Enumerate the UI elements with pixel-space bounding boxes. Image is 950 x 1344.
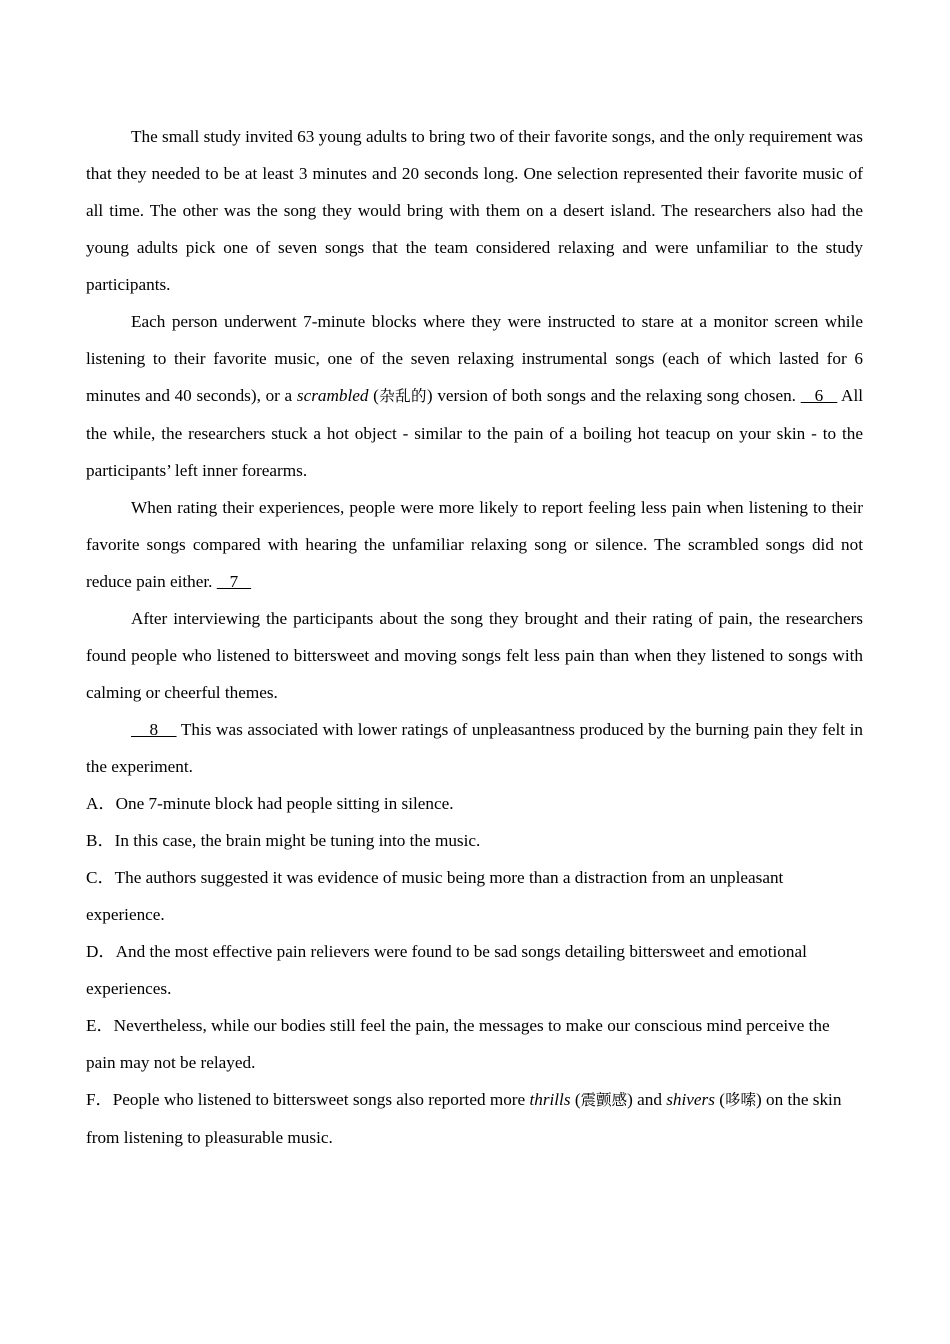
thrills-gloss: 震颤感 xyxy=(580,1091,628,1109)
paragraph-2-text-b: ) version of both songs and the relaxing song chosen. xyxy=(426,386,801,405)
thrills-term: thrills xyxy=(529,1090,571,1109)
blank-6[interactable]: 6 xyxy=(800,386,838,405)
shivers-gloss: 哆嗦 xyxy=(724,1091,756,1109)
paragraph-2-text-a: Each person underwent 7-minute blocks where they were instructed to stare at a monitor screen while listening to their favorite music, one of the seven relaxing instrumental songs (each of which lasted for 6 minutes and 40 seconds), or a xyxy=(86,312,863,405)
option-f-text-b: ) on the skin from listening to pleasurable music. xyxy=(86,1090,842,1147)
option-a: A．One 7-minute block had people sitting in silence. xyxy=(86,794,454,813)
option-f-text-a: F．People who listened to bittersweet songs also reported more xyxy=(86,1090,530,1109)
paragraph-1-text: The small study invited 63 young adults to bring two of their favorite songs, and the only requirement was that they needed to be at least 3 minutes and 20 seconds long. One selection represented their favorite music of all time. The other was the song they would bring with them on a desert island. The researchers also had the young adults pick one of seven songs that the team considered relaxing and were unfamiliar to the study participants. xyxy=(86,127,863,294)
option-e: E．Nevertheless, while our bodies still feel the pain, the messages to make our conscious mind perceive the pain may not be relayed. xyxy=(86,1016,830,1072)
paragraph-3 xyxy=(86,489,863,600)
option-d: D．And the most effective pain relievers were found to be sad songs detailing bittersweet and emotional experiences. xyxy=(86,942,807,998)
shivers-term: shivers xyxy=(666,1090,715,1109)
paragraph-3-text: When rating their experiences, people were more likely to report feeling less pain when listening to their favorite songs compared with hearing the unfamiliar relaxing song or silence. The scrambled songs did not reduce pain either. xyxy=(86,498,863,591)
paragraph-2 xyxy=(86,303,863,489)
option-c: C．The authors suggested it was evidence of music being more than a distraction from an unpleasant experience. xyxy=(86,868,784,924)
paragraph-4-text: After interviewing the participants about the song they brought and their rating of pain, the researchers found people who listened to bittersweet and moving songs felt less pain than when they listened to songs with calming or cheerful themes. xyxy=(86,609,863,702)
paragraph-5 xyxy=(86,711,863,785)
option-b: B．In this case, the brain might be tuning into the music. xyxy=(86,831,481,850)
paragraph-4 xyxy=(86,600,863,711)
paragraph-2-text-c: All the while, the researchers stuck a hot object - similar to the pain of a boiling hot teacup on your skin - to the participants’ left inner forearms. xyxy=(86,386,864,480)
option-f xyxy=(86,1081,863,1156)
option-f-open-paren-2: ( xyxy=(714,1090,725,1109)
paragraph-1 xyxy=(86,118,863,303)
paragraph-2-open-paren: ( xyxy=(368,386,379,405)
option-f-open-paren-1: ( xyxy=(570,1090,581,1109)
passage-page xyxy=(86,118,863,1156)
option-f-text-mid: ) and xyxy=(627,1090,667,1109)
scrambled-gloss: 杂乱的 xyxy=(378,387,427,405)
scrambled-term: scrambled xyxy=(296,386,369,405)
paragraph-5-text: This was associated with lower ratings of unpleasantness produced by the burning pain they felt in the experiment. xyxy=(86,720,863,776)
blank-8[interactable]: 8 xyxy=(131,720,177,739)
blank-7[interactable]: 7 xyxy=(216,572,252,591)
